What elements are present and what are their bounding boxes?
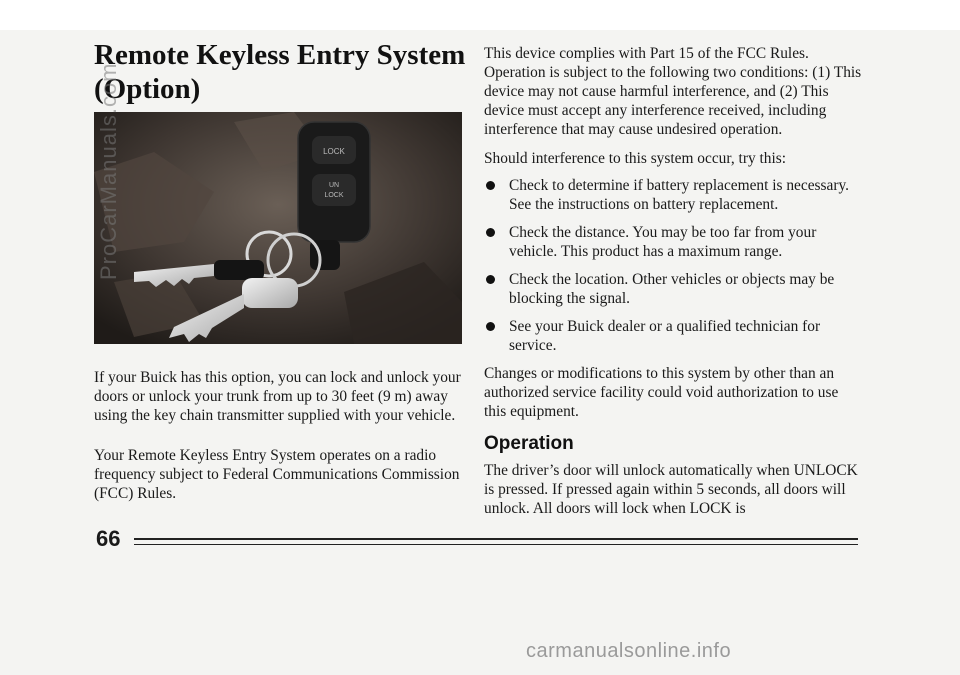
modifications-paragraph: Changes or modifications to this system by other than an authorized service facility could void authorization to use this equipment. xyxy=(484,365,839,420)
bullet-icon xyxy=(486,322,495,331)
footer-rule xyxy=(134,538,858,540)
interference-intro: Should interference to this system occur, try this: xyxy=(484,150,787,167)
title-line-1: Remote Keyless Entry System xyxy=(94,39,466,71)
operation-paragraph: The driver’s door will unlock automatically when UNLOCK is pressed. If pressed again within 5 seconds, all doors will unlock. All doors will lock when LOCK is xyxy=(484,462,858,517)
key-fob-illustration xyxy=(94,112,462,344)
side-watermark: ProCarManuals.com xyxy=(96,62,121,280)
unlock-button xyxy=(312,174,356,206)
left-column xyxy=(94,38,466,106)
bullet-icon xyxy=(486,181,495,190)
fcc-paragraph: Your Remote Keyless Entry System operates on a radio frequency subject to Federal Communications Commission (FCC) Rules. xyxy=(94,447,460,502)
bottom-watermark: carmanualsonline.info xyxy=(526,640,732,662)
footer-rule-thin xyxy=(134,544,858,545)
operation-heading: Operation xyxy=(484,433,574,454)
key-head-2 xyxy=(242,278,298,308)
key-fob-photo xyxy=(94,112,462,344)
right-column xyxy=(484,44,864,518)
list-item: Check the location. Other vehicles or objects may be blocking the signal. xyxy=(484,270,864,308)
troubleshoot-list xyxy=(484,176,864,355)
title-line-2: (Option) xyxy=(94,73,201,105)
list-item: Check to determine if battery replacement is necessary. See the instructions on battery replacement. xyxy=(484,176,864,214)
intro-paragraph: If your Buick has this option, you can lock and unlock your doors or unlock your trunk from up to 30 feet (9 m) away using the key chain transmitter supplied with your vehicle. xyxy=(94,369,461,424)
page-title xyxy=(94,38,466,106)
unlock-button-label-2: LOCK xyxy=(324,192,344,199)
top-margin xyxy=(0,0,960,30)
unlock-button-label-1: UN xyxy=(328,182,340,189)
list-item: Check the distance. You may be too far from your vehicle. This product has a maximum range. xyxy=(484,223,864,261)
key-head-1 xyxy=(214,260,264,280)
lock-button-label: LOCK xyxy=(323,147,345,156)
page-number: 66 xyxy=(96,526,121,551)
list-item: See your Buick dealer or a qualified technician for service. xyxy=(484,317,864,355)
bullet-icon xyxy=(486,228,495,237)
bullet-icon xyxy=(486,275,495,284)
fcc-compliance-paragraph: This device complies with Part 15 of the FCC Rules. Operation is subject to the following two conditions: (1) This device may not cause harmful interference, and (2) This device must accept any interference received, including interference that may cause undesired operation. xyxy=(484,45,862,138)
